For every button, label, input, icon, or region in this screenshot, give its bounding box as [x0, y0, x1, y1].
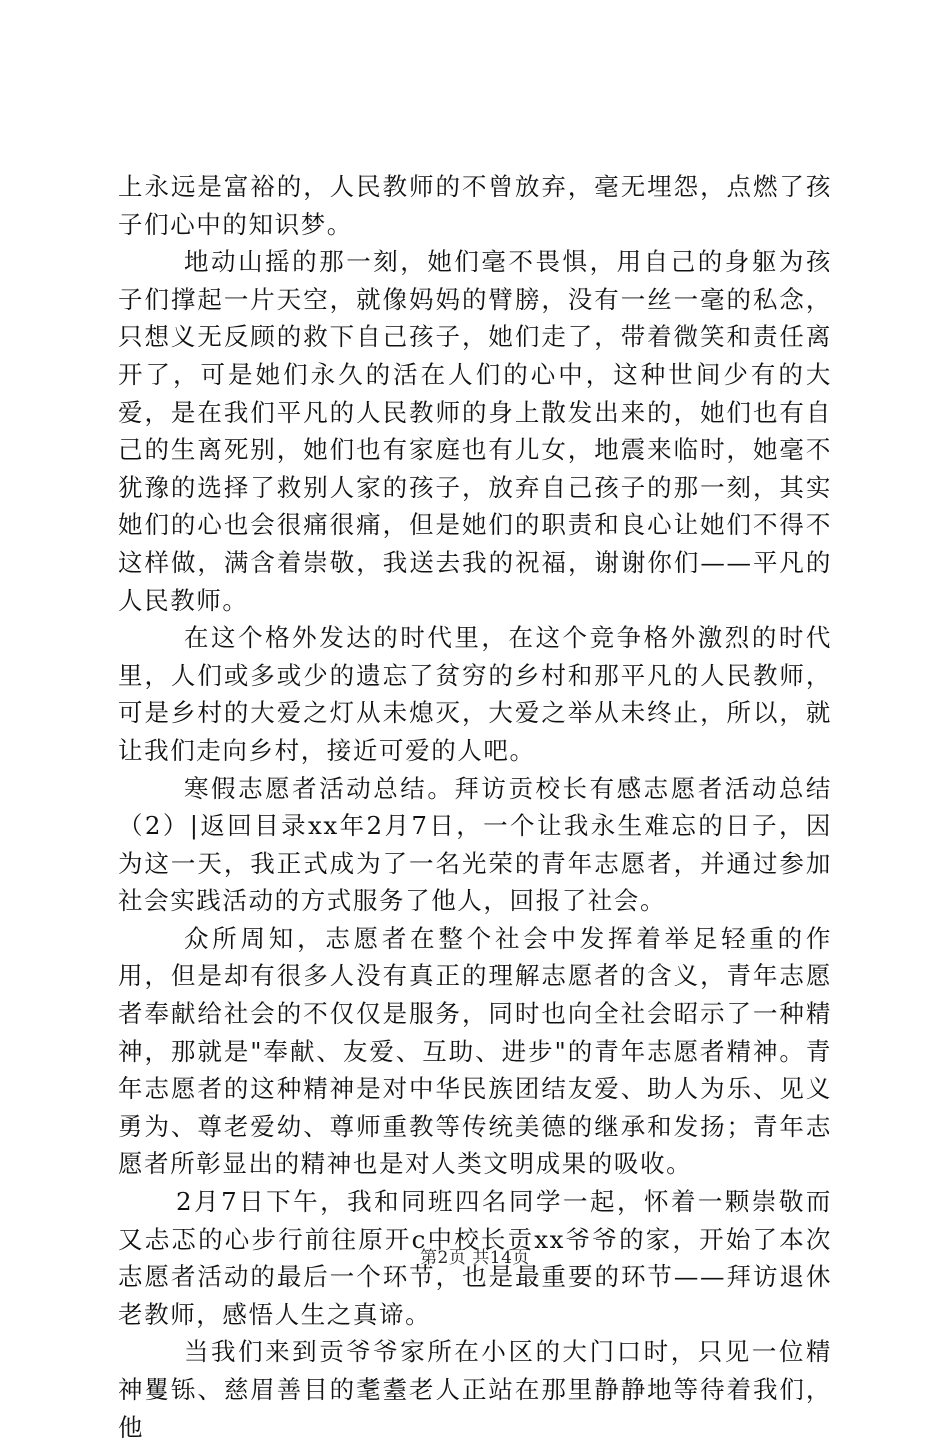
- paragraph-7: 当我们来到贡爷爷家所在小区的大门口时，只见一位精神矍铄、慈眉善目的耄耋老人正站在那里静静地等待着我们，他: [118, 1337, 832, 1442]
- paragraph-1: 上永远是富裕的，人民教师的不曾放弃，毫无埋怨，点燃了孩子们心中的知识梦。: [118, 172, 832, 239]
- paragraph-4: 寒假志愿者活动总结。拜访贡校长有感志愿者活动总结（2）|返回目录xx年2月7日，一个让我永生难忘的日子，因为这一天，我正式成为了一名光荣的青年志愿者，并通过参加社会实践活动的方式服务了他人，回报了社会。: [118, 773, 832, 916]
- page-footer: 第2页 共14页: [420, 1248, 530, 1268]
- paragraph-2: 地动山摇的那一刻，她们毫不畏惧，用自己的身躯为孩子们撑起一片天空，就像妈妈的臂膀，没有一丝一毫的私念，只想义无反顾的救下自己孩子，她们走了，带着微笑和责任离开了，可是她们永久的活在人们的心中，这种世间少有的大爱，是在我们平凡的人民教师的身上散发出来的，她们也有自己的生离死别，她们也有家庭也有儿女，地震来临时，她毫不犹豫的选择了救别人家的孩子，放弃自己孩子的那一刻，其实她们的心也会很痛很痛，但是她们的职责和良心让她们不得不这样做，满含着崇敬，我送去我的祝福，谢谢你们——平凡的人民教师。: [118, 247, 832, 615]
- paragraph-5: 众所周知，志愿者在整个社会中发挥着举足轻重的作用，但是却有很多人没有真正的理解志愿者的含义，青年志愿者奉献给社会的不仅仅是服务，同时也向全社会昭示了一种精神，那就是"奉献、友爱、互助、进步"的青年志愿者精神。青年志愿者的这种精神是对中华民族团结友爱、助人为乐、见义勇为、尊老爱幼、尊师重教等传统美德的继承和发扬；青年志愿者所彰显出的精神也是对人类文明成果的吸收。: [118, 923, 832, 1179]
- paragraph-3: 在这个格外发达的时代里，在这个竞争格外激烈的时代里，人们或多或少的遗忘了贫穷的乡村和那平凡的人民教师，可是乡村的大爱之灯从未熄灭，大爱之举从未终止，所以，就让我们走向乡村，接近可爱的人吧。: [118, 623, 832, 765]
- paragraph-6: 2月7日下午，我和同班四名同学一起，怀着一颗崇敬而又忐忑的心步行前往原开c中校长贡xx爷爷的家，开始了本次志愿者活动的最后一个环节，也是最重要的环节——拜访退休老教师，感悟人生之真谛。: [118, 1187, 832, 1329]
